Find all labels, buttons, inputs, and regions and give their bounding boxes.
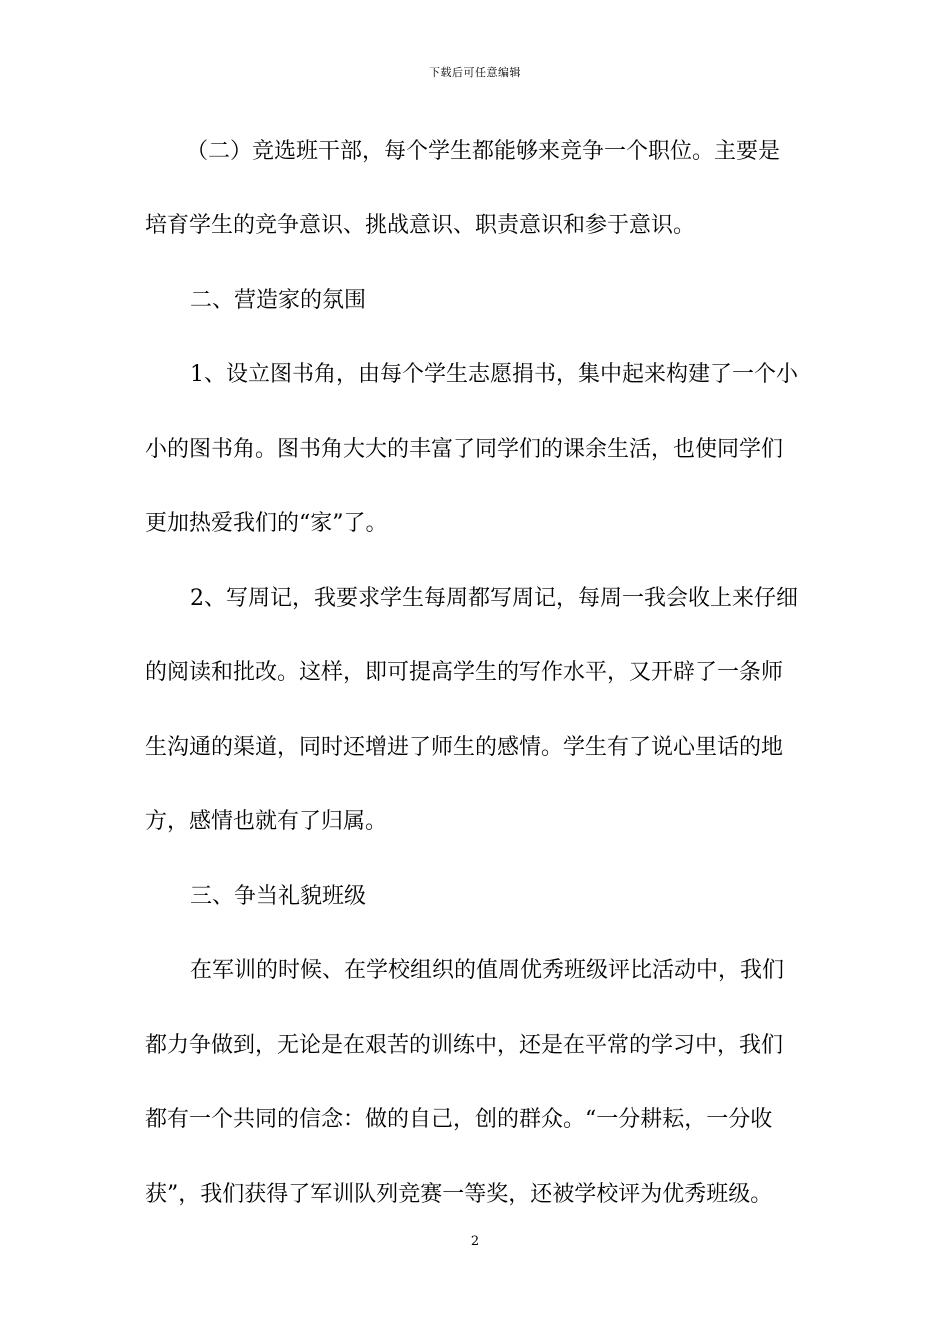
paragraph-line: 方，感情也就有了归属。: [145, 809, 388, 834]
paragraph-line: 在军训的时候、在学校组织的值周优秀班级评比活动中，我们: [190, 958, 785, 983]
paragraph-line: 1、设立图书角，由每个学生志愿捐书，集中起来构建了一个小: [190, 362, 798, 387]
paragraph-line: 生沟通的渠道，同时还增进了师生的感情。学生有了说心里话的地: [145, 735, 784, 760]
paragraph-line: （二）竞选班干部，每个学生都能够来竞争一个职位。主要是: [186, 139, 781, 164]
paragraph-line: 更加热爱我们的“家”了。: [145, 511, 388, 536]
section-heading: 二、营造家的氛围: [190, 288, 367, 313]
page-header: 下载后可任意编辑: [429, 66, 521, 79]
paragraph-line: 培育学生的竞争意识、挑战意识、职责意识和参于意识。: [145, 213, 696, 238]
paragraph-line: 都有一个共同的信念：做的自己，创的群众。“一分耕耘，一分收: [145, 1107, 773, 1132]
section-heading: 三、争当礼貌班级: [190, 884, 367, 909]
paragraph-line: 2、写周记，我要求学生每周都写周记，每周一我会收上来仔细: [190, 586, 798, 611]
paragraph-line: 获”，我们获得了军训队列竞赛一等奖，还被学校评为优秀班级。: [145, 1182, 773, 1207]
paragraph-line: 小的图书角。图书角大大的丰富了同学们的课余生活，也使同学们: [145, 437, 784, 462]
paragraph-line: 的阅读和批改。这样，即可提高学生的写作水平，又开辟了一条师: [145, 660, 784, 685]
paragraph-line: 都力争做到，无论是在艰苦的训练中，还是在平常的学习中，我们: [145, 1033, 784, 1058]
page-number: 2: [470, 1234, 480, 1249]
